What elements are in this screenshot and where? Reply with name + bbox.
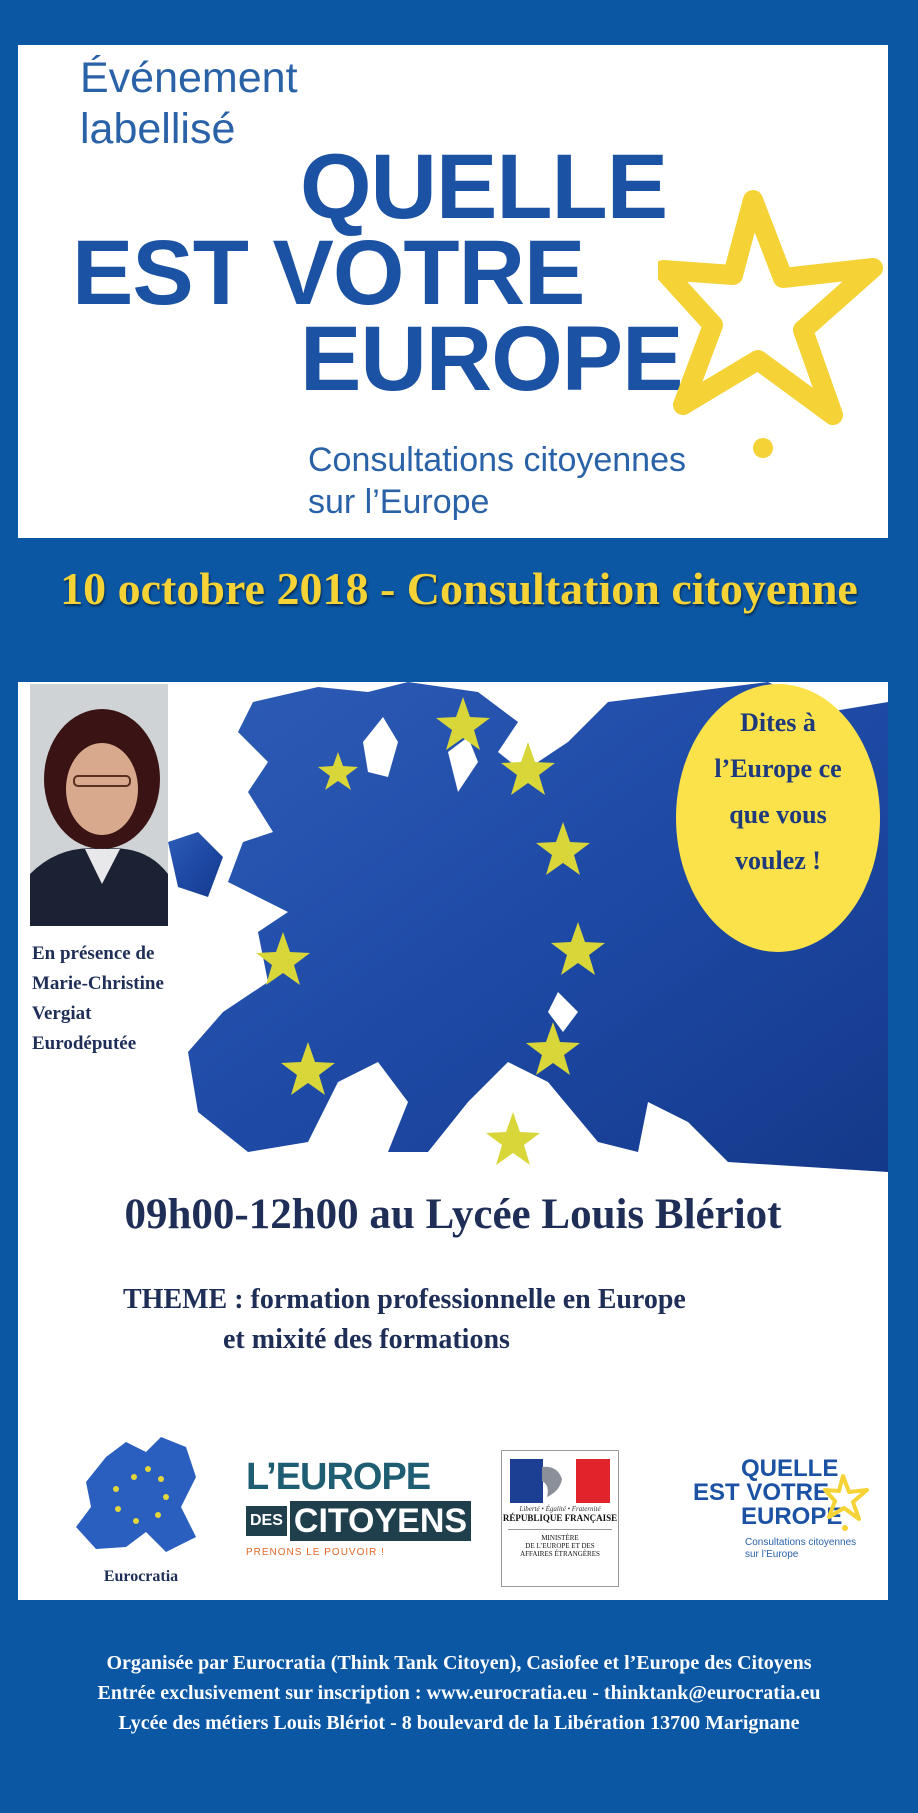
date-banner: 10 octobre 2018 - Consultation citoyenne bbox=[60, 563, 858, 614]
eurocratia-logo bbox=[66, 1437, 216, 1587]
bubble-line2: l’Europe ce bbox=[714, 754, 842, 783]
guest-line2: Marie-Christine bbox=[32, 973, 164, 994]
label-line2: labellisé bbox=[80, 105, 236, 153]
small-star-icon bbox=[823, 1473, 873, 1533]
qe-line3: EUROPE bbox=[741, 1503, 843, 1530]
rf-min3: AFFAIRES ÉTRANGÈRES bbox=[520, 1550, 600, 1558]
header-panel bbox=[18, 45, 888, 538]
guest-line1: En présence de bbox=[32, 943, 155, 964]
qe-sub2: sur l’Europe bbox=[745, 1549, 799, 1560]
qeve-small-logo bbox=[673, 1457, 873, 1587]
title-line3: EUROPE bbox=[300, 308, 683, 410]
qe-line1: QUELLE bbox=[741, 1455, 839, 1482]
label-line1: Événement bbox=[80, 54, 298, 102]
qe-line2: EST VOTRE bbox=[693, 1479, 830, 1506]
edc-line1: L’EUROPE bbox=[246, 1456, 431, 1498]
footer-organizers: Organisée par Eurocratia (Think Tank Citoyen), Casiofee et l’Europe des Citoyens bbox=[106, 1652, 812, 1674]
edc-slogan: PRENONS LE POUVOIR ! bbox=[246, 1547, 385, 1558]
edc-citoyens: CITOYENS bbox=[290, 1501, 471, 1541]
subtitle-line2: sur l’Europe bbox=[308, 483, 490, 521]
footer-address: Lycée des métiers Louis Blériot - 8 boulevard de la Libération 13700 Marignane bbox=[118, 1712, 800, 1734]
call-to-action-bubble bbox=[673, 682, 883, 954]
footer bbox=[0, 1648, 918, 1738]
ministry-logo bbox=[501, 1450, 619, 1587]
rf-motto: Liberté • Égalité • Fraternité bbox=[519, 1505, 601, 1513]
guest-line3: Vergiat bbox=[32, 1003, 92, 1024]
footer-registration: Entrée exclusivement sur inscription : www.eurocratia.eu - thinktank@eurocratia.eu bbox=[97, 1682, 821, 1704]
qe-sub1: Consultations citoyennes bbox=[745, 1537, 857, 1548]
eurocratia-label: Eurocratia bbox=[103, 1568, 179, 1585]
bubble-line4: voulez ! bbox=[735, 846, 821, 875]
rf-name: RÉPUBLIQUE FRANÇAISE bbox=[502, 1513, 618, 1523]
schedule-heading: 09h00-12h00 au Lycée Louis Blériot bbox=[124, 1191, 782, 1238]
edc-des: DES bbox=[246, 1506, 287, 1536]
bubble-line3: que vous bbox=[729, 800, 827, 829]
guest-line4: Eurodéputée bbox=[32, 1033, 137, 1054]
theme-line1: THEME : formation professionnelle en Europe bbox=[123, 1284, 686, 1315]
bubble-line1: Dites à bbox=[740, 708, 816, 737]
rf-min1: MINISTÈRE bbox=[541, 1534, 579, 1542]
europe-des-citoyens-logo bbox=[246, 1456, 468, 1587]
title-line2: EST VOTRE bbox=[72, 222, 585, 324]
theme-line2: et mixité des formations bbox=[223, 1324, 510, 1355]
subtitle-line1: Consultations citoyennes bbox=[308, 441, 687, 479]
title-line1: QUELLE bbox=[300, 136, 668, 238]
rf-min2: DE L’EUROPE ET DES bbox=[525, 1542, 595, 1550]
event-panel bbox=[18, 682, 888, 1600]
star-exclamation-icon bbox=[658, 190, 898, 460]
speaker-photo bbox=[30, 684, 168, 926]
